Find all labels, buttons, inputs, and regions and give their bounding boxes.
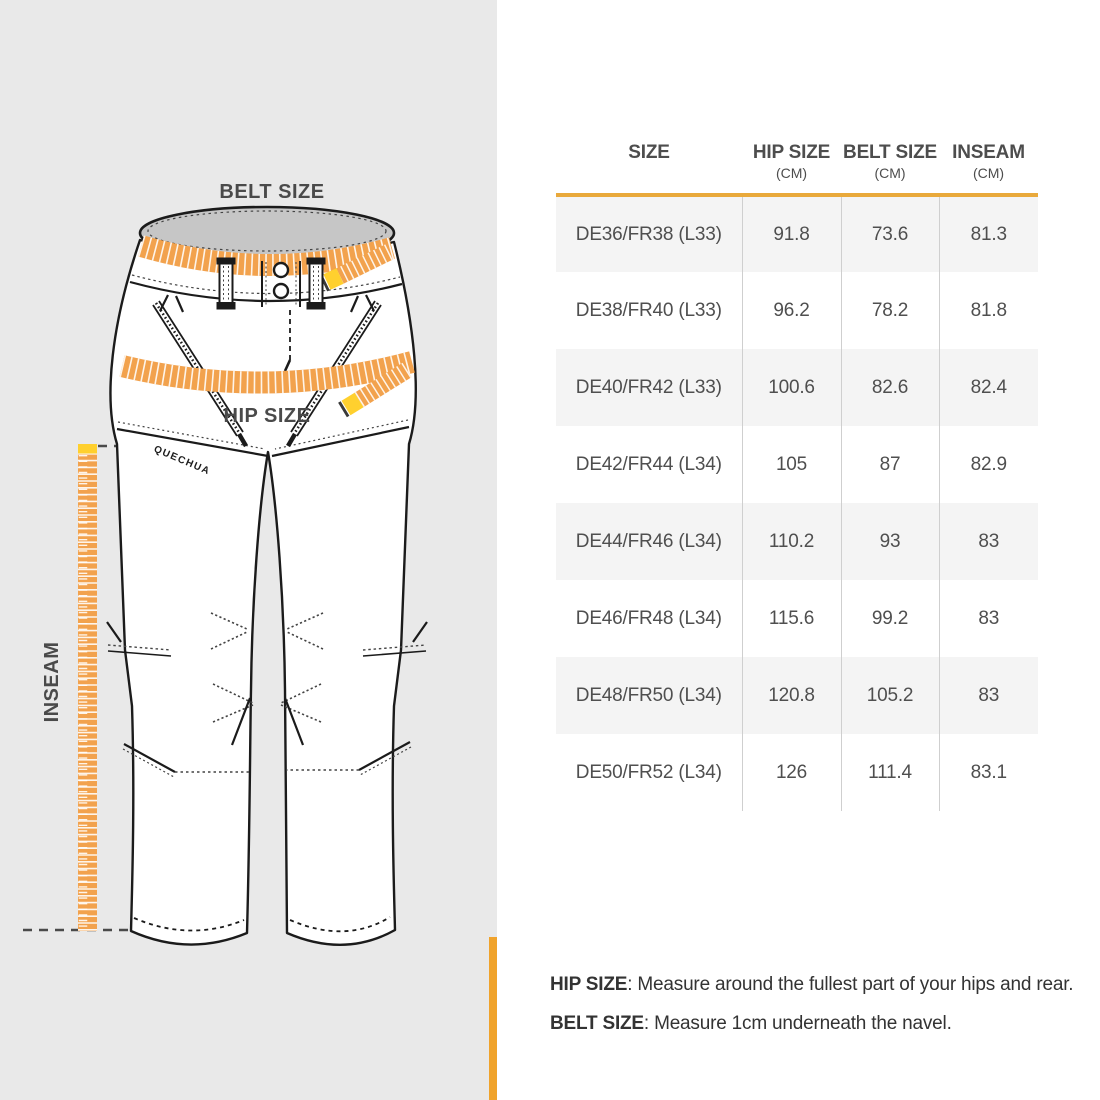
column-header-belt-size: BELT SIZE (CM) (841, 126, 939, 195)
hip-cell: 110.2 (742, 503, 841, 580)
belt-cell: 99.2 (841, 580, 939, 657)
pants-outline (110, 240, 415, 945)
belt-size-note-text: : Measure 1cm underneath the navel. (643, 1013, 952, 1034)
hip-size-note-text: : Measure around the fullest part of your hips and rear. (627, 974, 1074, 995)
column-header-size: SIZE (556, 126, 742, 195)
accent-bar (489, 937, 497, 1100)
button (274, 284, 288, 298)
belt-cell: 78.2 (841, 272, 939, 349)
diagram-panel (0, 0, 497, 1100)
inseam-cell: 83 (939, 503, 1038, 580)
table-row (556, 580, 1038, 657)
size-cell: DE42/FR44 (L34) (575, 453, 722, 475)
belt-size-note-label: BELT SIZE (550, 1013, 644, 1034)
belt-size-label: BELT SIZE (219, 181, 325, 203)
hip-cell: 100.6 (742, 349, 841, 426)
hip-cell: 96.2 (742, 272, 841, 349)
belt-cell: 111.4 (841, 734, 939, 811)
belt-cell: 93 (841, 503, 939, 580)
inseam-cell: 83 (939, 580, 1038, 657)
size-cell: DE36/FR38 (L33) (575, 223, 722, 245)
hip-cell: 115.6 (742, 580, 841, 657)
table-row (556, 503, 1038, 580)
hip-cell: 120.8 (742, 657, 841, 734)
inseam-cell: 82.4 (939, 349, 1038, 426)
inseam-cell: 82.9 (939, 426, 1038, 503)
size-cell: DE48/FR50 (L34) (575, 684, 722, 706)
belt-cell: 87 (841, 426, 939, 503)
table-row (556, 426, 1038, 503)
inseam-cell: 83 (939, 657, 1038, 734)
column-header-hip-size: HIP SIZE (CM) (742, 126, 841, 195)
inseam-cell: 81.3 (939, 195, 1038, 272)
hip-size-note (550, 965, 1090, 1004)
table-row (556, 272, 1038, 349)
size-cell: DE46/FR48 (L34) (575, 607, 722, 629)
inseam-label: INSEAM (41, 641, 63, 723)
size-cell: DE38/FR40 (L33) (575, 299, 722, 321)
table-row (556, 657, 1038, 734)
inseam-cell: 81.8 (939, 272, 1038, 349)
brand-logo-text: QUECHUA (152, 443, 212, 478)
table-header-row (556, 126, 1038, 195)
inseam-tape (78, 444, 97, 931)
belt-cell: 105.2 (841, 657, 939, 734)
hip-cell: 126 (742, 734, 841, 811)
hip-size-label: HIP SIZE (223, 405, 311, 427)
belt-size-note (550, 1004, 1090, 1043)
inseam-cell: 83.1 (939, 734, 1038, 811)
column-header-inseam: INSEAM (CM) (939, 126, 1038, 195)
size-cell: DE44/FR46 (L34) (575, 530, 722, 552)
table-row (556, 734, 1038, 811)
belt-cell: 82.6 (841, 349, 939, 426)
pants-measurement-diagram (0, 0, 497, 1100)
button (274, 263, 288, 277)
hip-cell: 105 (742, 426, 841, 503)
size-cell: DE50/FR52 (L34) (575, 761, 722, 783)
belt-cell: 73.6 (841, 195, 939, 272)
hip-cell: 91.8 (742, 195, 841, 272)
table-row (556, 349, 1038, 426)
table-row (556, 195, 1038, 272)
size-cell: DE40/FR42 (L33) (575, 376, 722, 398)
size-table (556, 126, 1038, 811)
hip-size-note-label: HIP SIZE (550, 974, 628, 995)
measurement-notes (550, 965, 1090, 1043)
